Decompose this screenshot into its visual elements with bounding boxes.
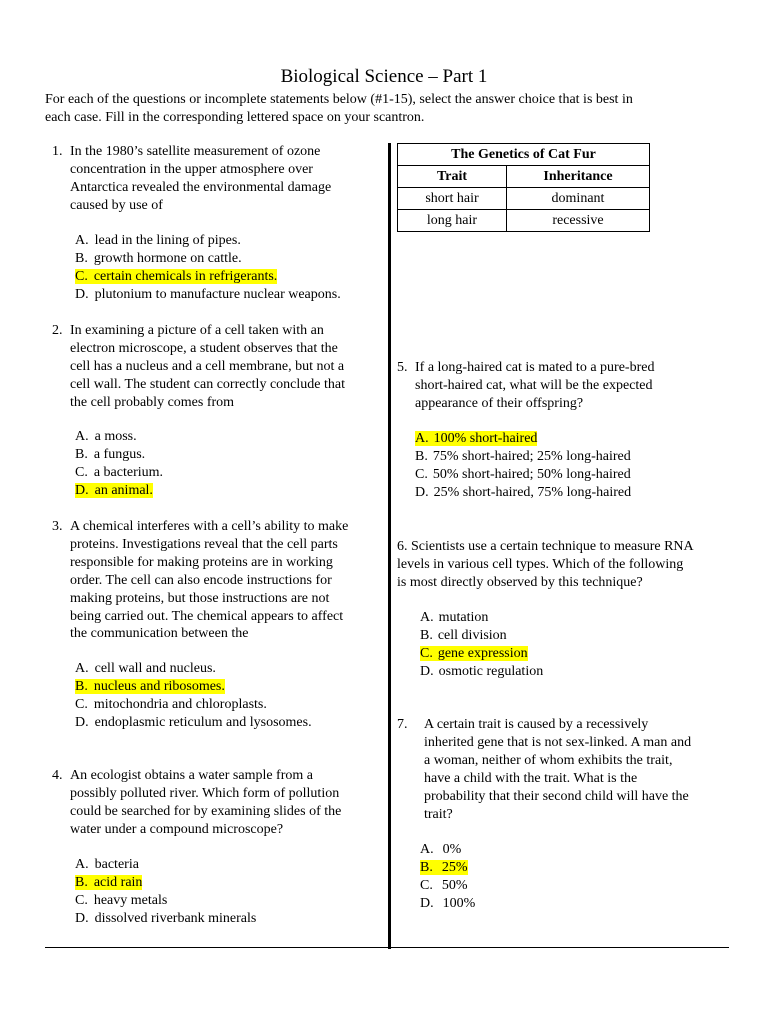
choice-text: dissolved riverbank minerals <box>94 910 257 926</box>
question-6 <box>0 538 694 592</box>
choice-letter: B. <box>420 627 433 643</box>
question-stem <box>397 538 694 592</box>
choice-letter: B. <box>75 446 88 462</box>
question-stem-line: Antarctica revealed the environmental damage <box>70 179 332 195</box>
choice-letter: C. <box>75 268 88 284</box>
choice-text: 25% short-haired, 75% long-haired <box>433 484 632 500</box>
highlighted-answer <box>75 483 153 498</box>
answer-text-group <box>415 467 631 482</box>
answer-choices <box>420 841 720 913</box>
bottom-rule <box>45 947 729 948</box>
answer-choice <box>420 609 720 627</box>
question-stem-line: concentration in the upper atmosphere over <box>70 161 313 177</box>
answer-choice <box>415 466 715 484</box>
table-header-inheritance: Inheritance <box>507 166 650 188</box>
choice-text: 25% <box>441 859 468 875</box>
question-stem-line: order. The cell can also encode instructions for <box>70 572 332 588</box>
question-number: 5. <box>397 360 408 375</box>
answer-choice <box>415 430 715 448</box>
question-stem-line: possibly polluted river. Which form of pollution <box>70 785 340 801</box>
question-stem-line: caused by use of <box>70 197 163 213</box>
question-stem-line: A chemical interferes with a cell’s ability to make <box>70 519 349 534</box>
question-7 <box>0 716 692 823</box>
choice-text: cell division <box>437 627 507 643</box>
choice-letter: A. <box>75 429 89 444</box>
answer-text-group <box>75 465 163 480</box>
question-stem-line: probability that their second child will have the <box>424 788 689 804</box>
choice-text: a bacterium. <box>93 464 164 480</box>
answer-choice <box>75 464 375 482</box>
answer-text-group <box>420 610 488 625</box>
choice-letter: C. <box>75 696 88 712</box>
answer-choice <box>75 428 375 446</box>
answer-choice <box>420 877 720 895</box>
answer-text-group <box>75 893 167 908</box>
table-header-trait: Trait <box>398 166 507 188</box>
question-stem-line: In examining a picture of a cell taken with an <box>70 323 324 338</box>
question-stem-line: cell wall. The student can correctly conclude that <box>70 376 345 392</box>
question-1 <box>0 143 332 215</box>
choice-text: gene expression <box>437 645 528 661</box>
choice-text: growth hormone on cattle. <box>93 250 242 266</box>
answer-choices <box>75 428 375 500</box>
choice-text: a fungus. <box>93 446 146 462</box>
answer-choices <box>75 856 375 928</box>
answer-choice <box>75 892 375 910</box>
answer-text-group <box>75 661 216 676</box>
answer-choice <box>75 660 375 678</box>
answer-text-group <box>420 878 468 893</box>
answer-choice <box>415 484 715 502</box>
question-stem-line: In the 1980’s satellite measurement of ozone <box>70 144 321 159</box>
choice-letter: C. <box>75 464 88 480</box>
table-row <box>398 210 650 232</box>
answer-text-group <box>75 287 341 302</box>
answer-choice <box>75 856 375 874</box>
table-row <box>398 188 650 210</box>
answer-text-group <box>75 911 256 926</box>
page-title: Biological Science – Part 1 <box>280 66 488 87</box>
choice-text: mitochondria and chloroplasts. <box>93 696 267 712</box>
choice-text: plutonium to manufacture nuclear weapons. <box>94 286 341 302</box>
answer-text-group <box>75 697 267 712</box>
choice-text: heavy metals <box>93 892 168 908</box>
table-cell: short hair <box>398 188 507 210</box>
choice-letter: C. <box>420 645 433 661</box>
choice-letter: D. <box>75 482 89 498</box>
question-stem-line: responsible for making proteins are in working <box>70 554 333 570</box>
choice-letter: B. <box>75 874 88 890</box>
highlighted-answer <box>75 875 142 890</box>
choice-text: 100% <box>442 895 476 911</box>
question-number: 1. <box>52 144 63 159</box>
answer-text-group <box>75 857 139 872</box>
answer-choice <box>420 663 720 681</box>
choice-letter: A. <box>415 431 429 446</box>
table-cell: recessive <box>507 210 650 232</box>
question-stem <box>424 716 691 823</box>
question-stem-line: the cell probably comes from <box>70 394 235 410</box>
choice-letter: A. <box>75 661 89 676</box>
question-stem-line: levels in various cell types. Which of the following <box>397 556 684 572</box>
choice-text: bacteria <box>94 857 139 872</box>
cat-fur-table <box>397 143 650 232</box>
answer-text-group <box>75 233 241 248</box>
choice-text: acid rain <box>93 874 143 890</box>
answer-text-group <box>420 842 461 857</box>
question-stem-line: have a child with the trait. What is the <box>424 770 638 786</box>
question-number: 4. <box>52 768 63 783</box>
choice-text: certain chemicals in refrigerants. <box>93 268 278 284</box>
question-stem-line: being carried out. The chemical appears to affect <box>70 608 344 624</box>
question-number: 7. <box>397 717 408 732</box>
answer-choice <box>420 841 720 859</box>
highlighted-answer <box>75 269 277 284</box>
question-stem-line: water under a compound microscope? <box>70 821 284 837</box>
instructions <box>45 91 735 126</box>
highlighted-answer <box>415 431 537 446</box>
table-cell: dominant <box>507 188 650 210</box>
answer-choice <box>420 859 720 877</box>
choice-text: osmotic regulation <box>438 663 544 679</box>
choice-letter: D. <box>75 910 89 926</box>
answer-choice <box>75 268 375 286</box>
answer-choices <box>415 430 715 502</box>
question-stem <box>70 143 331 215</box>
answer-choice <box>420 895 720 913</box>
question-stem-line: trait? <box>424 806 453 822</box>
question-stem-line: cell has a nucleus and a cell membrane, but not a <box>70 358 345 374</box>
choice-text: 50% short-haired; 50% long-haired <box>432 466 631 482</box>
column-divider <box>388 143 391 949</box>
choice-text: an animal. <box>94 482 153 498</box>
choice-letter: C. <box>75 892 88 908</box>
answer-choices <box>420 609 720 681</box>
choice-text: 75% short-haired; 25% long-haired <box>432 448 631 464</box>
choice-letter: D. <box>420 663 434 679</box>
answer-choice <box>75 678 375 696</box>
question-number: 2. <box>52 323 63 338</box>
question-stem-line: A certain trait is caused by a recessively <box>424 717 649 732</box>
choice-text: mutation <box>438 610 489 625</box>
choice-letter: A. <box>420 842 434 857</box>
answer-choice <box>75 874 375 892</box>
instructions-line: For each of the questions or incomplete statements below (#1-15), select the answer choice that is best in <box>45 92 633 107</box>
choice-letter: C. <box>415 466 428 482</box>
choice-letter: D. <box>75 714 89 730</box>
answer-text-group <box>415 485 631 500</box>
choice-letter: D. <box>75 286 89 302</box>
answer-choice <box>420 645 720 663</box>
answer-choices <box>75 232 375 304</box>
answer-text-group <box>415 449 631 464</box>
choice-letter: B. <box>75 250 88 266</box>
choice-text: 50% <box>441 877 468 893</box>
question-number: 3. <box>52 519 63 534</box>
choice-letter: D. <box>415 484 429 500</box>
answer-choice <box>75 696 375 714</box>
question-stem-line: could be searched for by examining slides of the <box>70 803 342 819</box>
highlighted-answer <box>75 679 225 694</box>
question-stem-line: appearance of their offspring? <box>415 395 584 411</box>
question-stem-line: the communication between the <box>70 626 249 642</box>
question-stem-line: inherited gene that is not sex-linked. A man and <box>424 734 692 750</box>
question-5 <box>0 359 655 413</box>
answer-text-group <box>420 628 507 643</box>
answer-choice <box>415 448 715 466</box>
choice-text: endoplasmic reticulum and lysosomes. <box>94 714 312 730</box>
answer-text-group <box>420 896 475 911</box>
highlighted-answer <box>420 646 528 661</box>
question-stem <box>415 359 654 413</box>
answer-text-group <box>75 429 137 444</box>
choice-text: a moss. <box>94 429 137 444</box>
question-stem-line: proteins. Investigations reveal that the cell parts <box>70 536 338 552</box>
question-stem-line: making proteins, but those instructions are not <box>70 590 330 606</box>
instructions-line: each case. Fill in the corresponding lettered space on your scantron. <box>45 109 425 125</box>
question-stem-line: 6. Scientists use a certain technique to measure RNA <box>397 539 694 554</box>
answer-choice <box>75 446 375 464</box>
choice-letter: D. <box>420 895 434 911</box>
choice-text: nucleus and ribosomes. <box>93 678 225 694</box>
answer-text-group <box>420 664 543 679</box>
answer-choice <box>75 482 375 500</box>
choice-letter: B. <box>420 859 433 875</box>
answer-choice <box>75 232 375 250</box>
answer-choice <box>75 250 375 268</box>
question-stem-line: is most directly observed by this technique? <box>397 574 643 590</box>
choice-text: cell wall and nucleus. <box>94 661 216 676</box>
answer-text-group <box>75 447 145 462</box>
choice-letter: A. <box>420 610 434 625</box>
choice-text: 100% short-haired <box>433 431 538 446</box>
choice-letter: A. <box>75 233 89 248</box>
choice-letter: C. <box>420 877 433 893</box>
choice-text: lead in the lining of pipes. <box>94 233 241 248</box>
answer-choice <box>75 910 375 928</box>
choice-letter: B. <box>75 678 88 694</box>
table-caption: The Genetics of Cat Fur <box>398 144 650 166</box>
table-cell: long hair <box>398 210 507 232</box>
question-stem-line: electron microscope, a student observes that the <box>70 340 338 356</box>
answer-text-group <box>75 251 242 266</box>
highlighted-answer <box>420 860 468 875</box>
question-stem-line: An ecologist obtains a water sample from a <box>70 768 313 783</box>
answer-choice <box>75 286 375 304</box>
question-stem-line: short-haired cat, what will be the expected <box>415 377 653 393</box>
choice-text: 0% <box>442 842 462 857</box>
choice-letter: B. <box>415 448 428 464</box>
question-stem-line: a woman, neither of whom exhibits the trait, <box>424 752 673 768</box>
answer-choice <box>420 627 720 645</box>
question-stem-line: If a long-haired cat is mated to a pure-bred <box>415 360 655 375</box>
choice-letter: A. <box>75 857 89 872</box>
